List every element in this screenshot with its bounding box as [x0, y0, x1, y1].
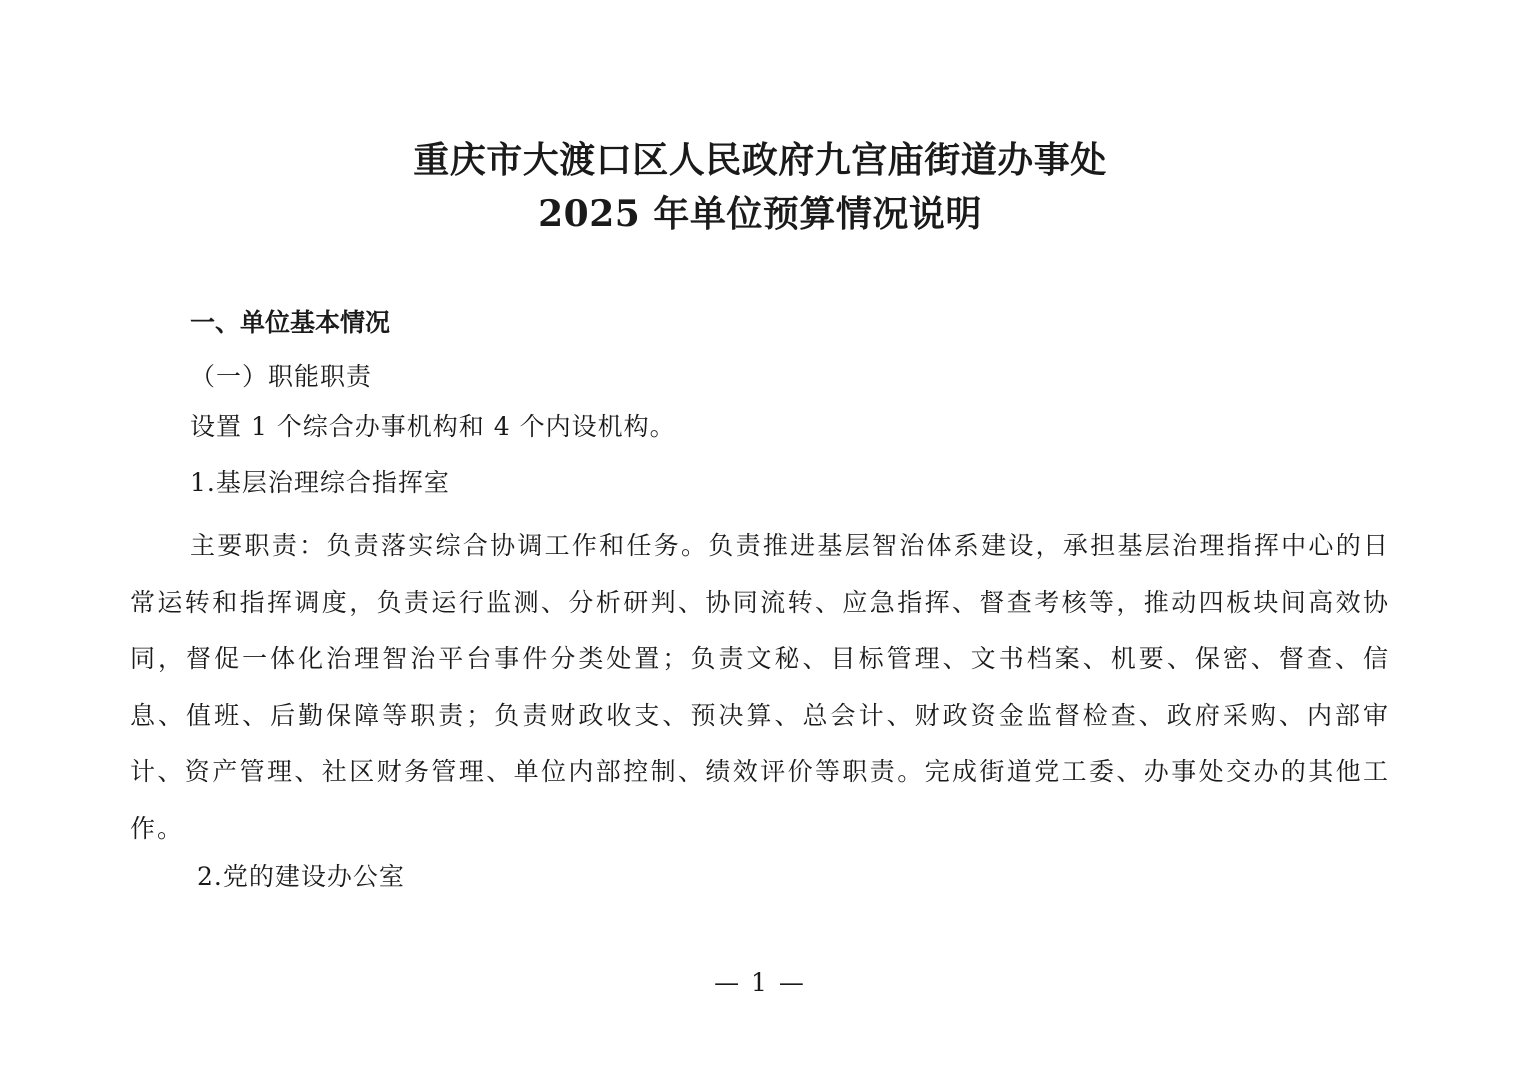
subsection-heading: （一）职能职责: [190, 362, 373, 391]
item-1-title: 1.基层治理综合指挥室: [190, 468, 450, 497]
document-title-line-1: 重庆市大渡口区人民政府九宫庙街道办事处: [413, 139, 1107, 181]
page-number: — 1 —: [714, 968, 806, 997]
section-heading: 一、单位基本情况: [190, 308, 391, 337]
document-title-line-2: 2025 年单位预算情况说明: [538, 193, 982, 235]
intro-paragraph: 设置 1 个综合办事机构和 4 个内设机构。: [190, 412, 676, 441]
item-2-title: 2.党的建设办公室: [197, 862, 405, 891]
item-1-body-paragraph: 主要职责：负责落实综合协调工作和任务。负责推进基层智治体系建设，承担基层治理指挥中心的日常运转和指挥调度，负责运行监测、分析研判、协同流转、应急指挥、督查考核等，推动四板块间高效协同，督促一体化治理智治平台事件分类处置；负责文秘、目标管理、文书档案、机要、保密、督查、信息、值班、后勤保障等职责；负责财政收支、预决算、总会计、财政资金监督检查、政府采购、内部审计、资产管理、社区财务管理、单位内部控制、绩效评价等职责。完成街道党工委、办事处交办的其他工作。: [130, 531, 1390, 843]
